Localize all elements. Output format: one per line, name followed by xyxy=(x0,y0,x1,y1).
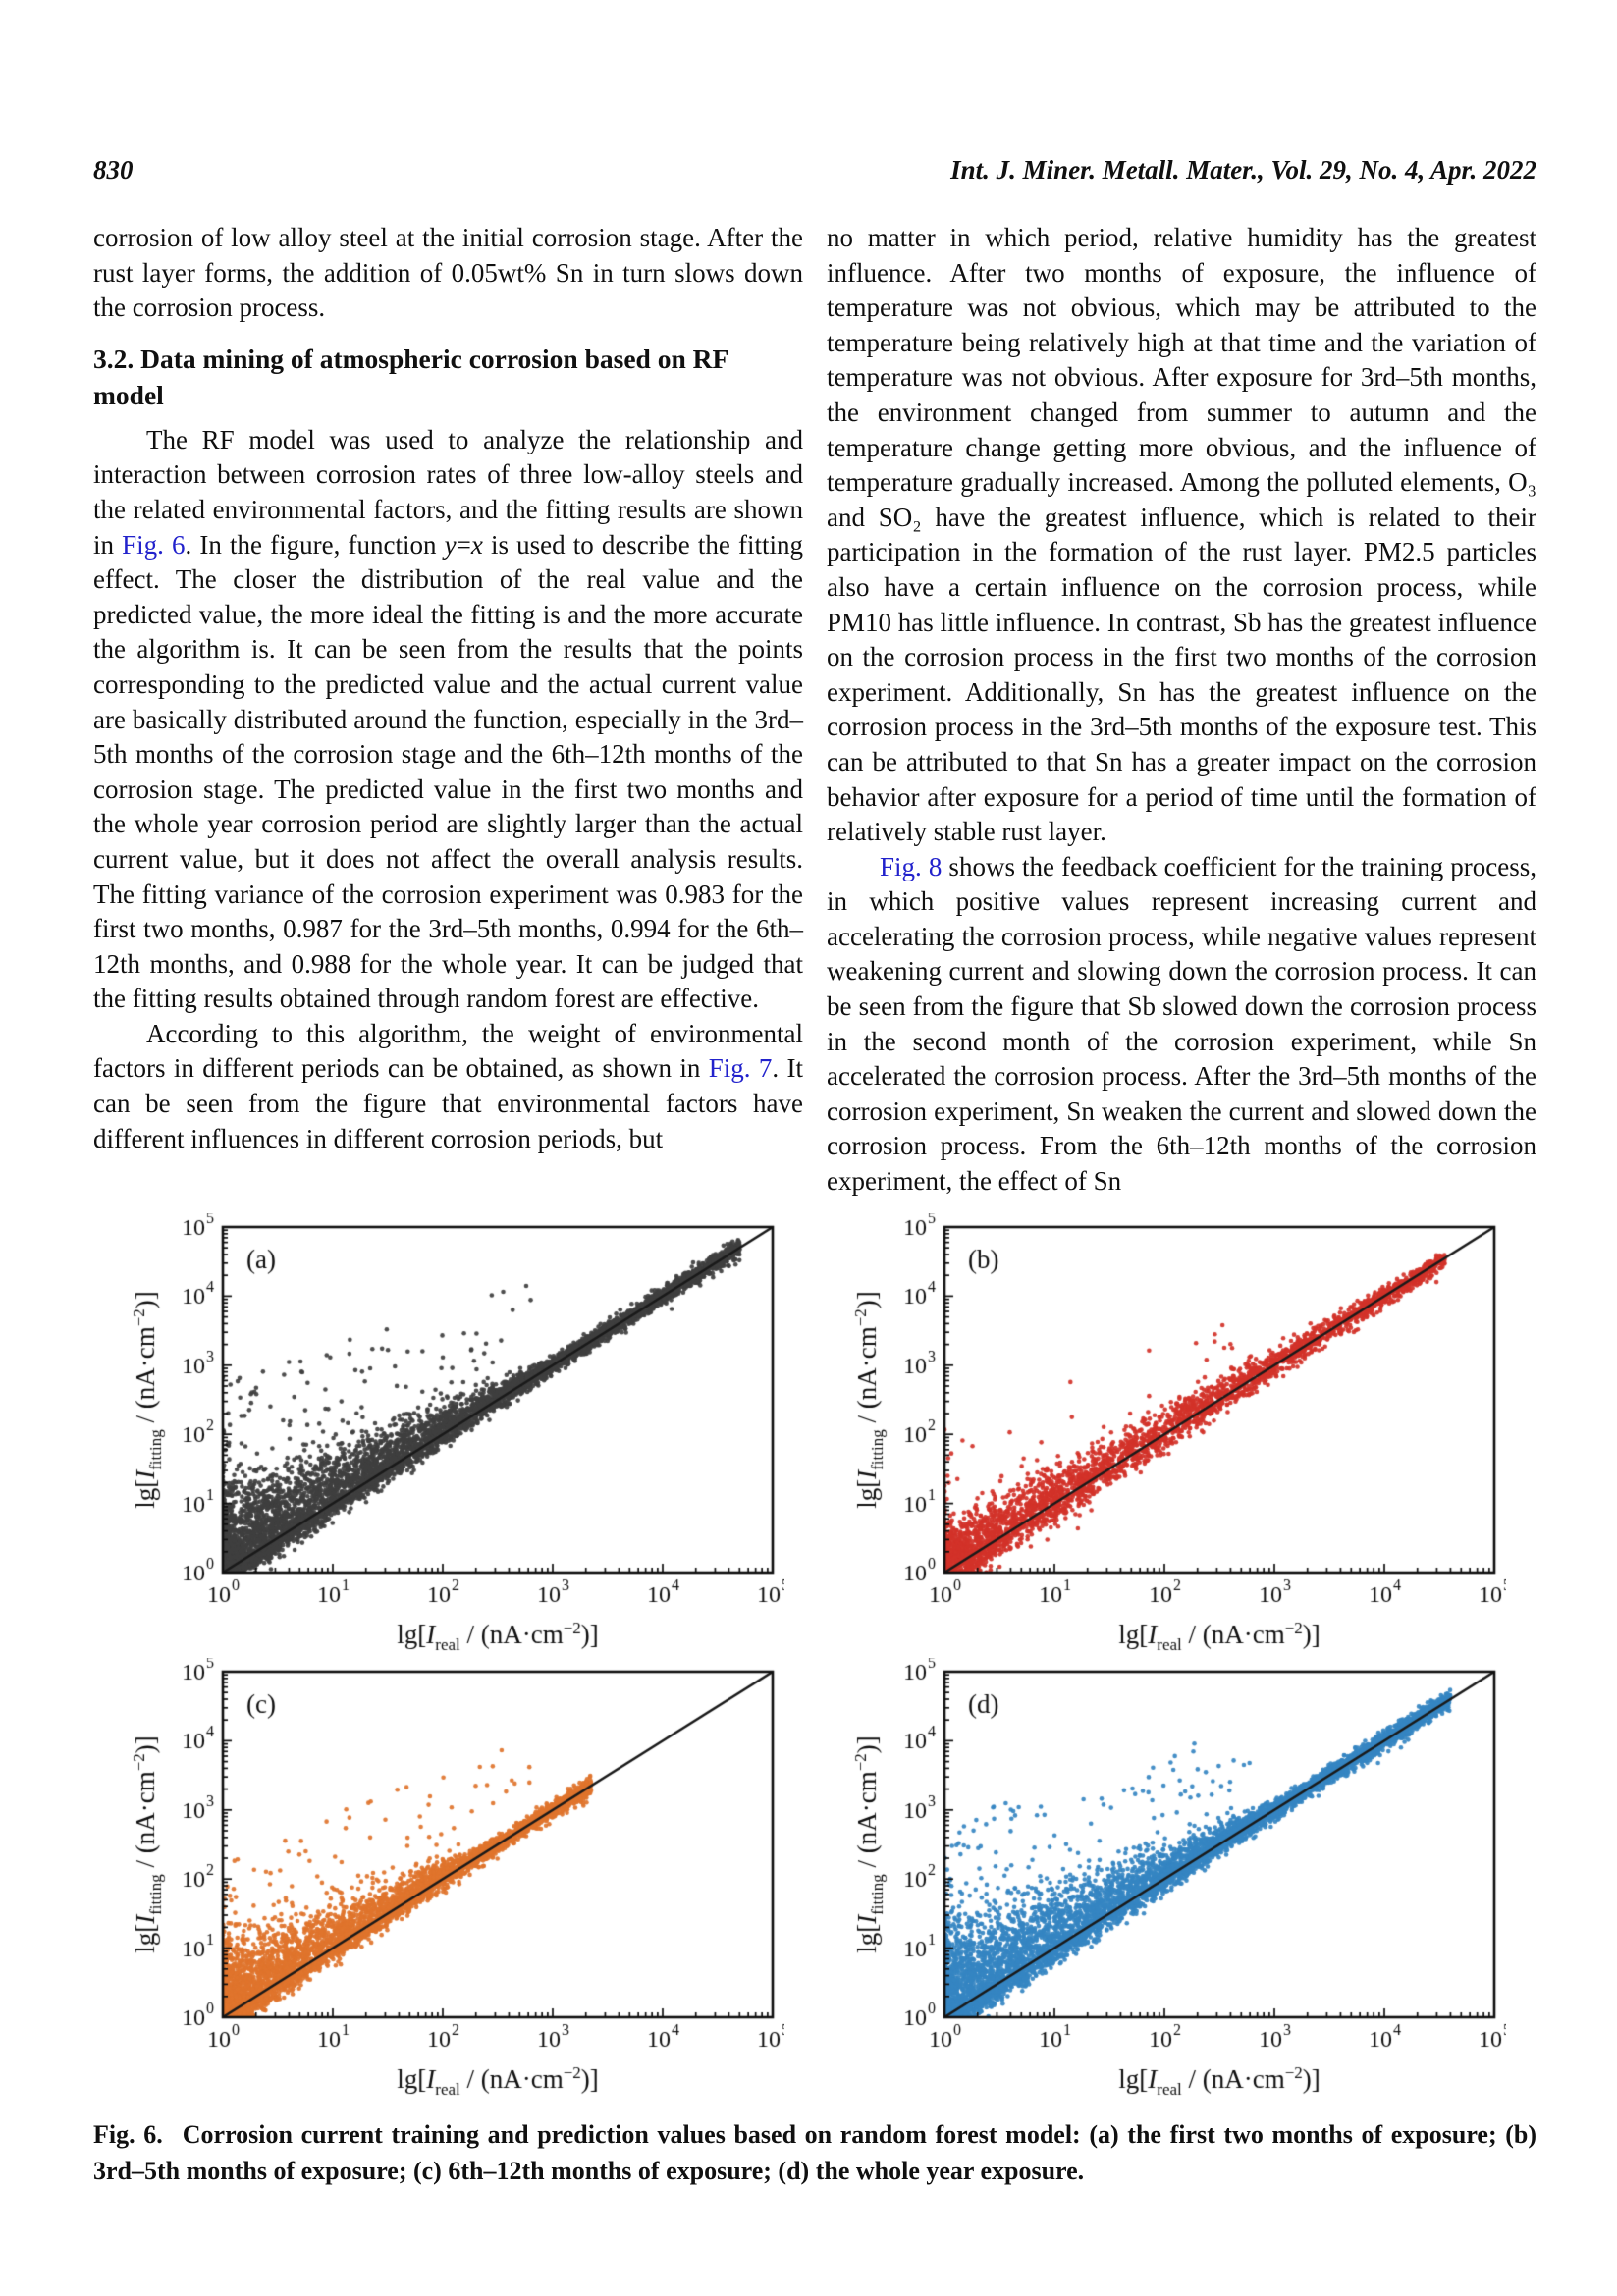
text-columns xyxy=(93,221,1536,1200)
figure-6 xyxy=(93,1213,1536,2097)
subplot-b-scatter-canvas xyxy=(846,1213,1506,1652)
text-run: shows the feedback coefficient for the training process, in which positive values represent increasing current and accelerating the corrosion process, while negative values represent weakening current and slowing down the corrosion process. It can be seen from the figure that Sb slowed down the corrosion process in the second month of the corrosion experiment, while Sn accelerated the corrosion process. After the 3rd–5th months of the corrosion experiment, Sn weaken the current and slowed down the corrosion process. From the 6th–12th months of the corrosion experiment, the effect of Sn xyxy=(827,851,1537,1197)
figure-reference-link[interactable]: Fig. 7 xyxy=(708,1053,773,1084)
paragraph-continuation: no matter in which period, relative humidity has the greatest influence. After two months of exposure, the influence of temperature was not obvious, which may be attributed to the temperature being relatively high at that time and the variation of temperature was not obvious. After exposure for 3rd–5th months, the environment changed from summer to autumn and the temperature change getting more obvious, and the influence of temperature gradually increased. Among the polluted elements, O₃ and SO₂ have the greatest influence, which is related to their participation in the formation of the rust layer. PM2.5 particles also have a certain influence on the corrosion process, while PM10 has little influence. In contrast, Sb has the greatest influence on the corrosion process in the first two months of the corrosion experiment. Additionally, Sn has the greatest influence on the corrosion process in the 3rd–5th months of the exposure test. This can be attributed to that Sn has a greater impact on the corrosion behavior after exposure for a period of time until the formation of relatively stable rust layer. xyxy=(827,223,1536,847)
paragraph xyxy=(93,1017,803,1156)
text-run: = xyxy=(456,529,471,560)
figure-caption-label: Fig. 6. xyxy=(93,2119,163,2149)
subplot-d xyxy=(846,1658,1506,2097)
figure-caption xyxy=(93,2116,1536,2189)
subplot-d-scatter-canvas xyxy=(846,1658,1506,2097)
page-header xyxy=(93,155,1536,186)
paragraph-continuation: corrosion of low alloy steel at the initial corrosion stage. After the rust layer forms, the addition of 0.05wt% Sn in turn slows down the corrosion process. xyxy=(93,223,803,323)
math-variable: y xyxy=(444,529,457,560)
text-run: . In the figure, function xyxy=(185,529,445,560)
subplot-c-scatter-canvas xyxy=(125,1658,784,2097)
figure-caption-text: Corrosion current training and prediction values based on random forest model: (a) the first two months of exposure; (b) 3rd–5th months of exposure; (c) 6th–12th months of exposure; (d) the whole year exposure. xyxy=(93,2119,1537,2185)
subplot-c xyxy=(125,1658,784,2097)
page-number: 830 xyxy=(93,155,134,185)
page-content xyxy=(93,155,1536,2215)
subplot-a xyxy=(125,1213,784,1652)
right-column xyxy=(827,221,1536,1200)
text-run: The RF model was used to analyze the relationship and interaction between corrosion rates of three low-alloy steels and the related environmental factors, and the fitting results are shown in xyxy=(93,424,803,560)
paragraph xyxy=(93,423,803,1017)
math-variable: x xyxy=(470,529,483,560)
text-run: is used to describe the fitting effect. The closer the distribution of the real value and the predicted value, the more ideal the fitting is and the more accurate the algorithm is. It can be seen from the results that the points corresponding to the predicted value and the actual current value are basically distributed around the function, especially in the 3rd–5th months of the corrosion stage and the 6th–12th months of the corrosion stage. The predicted value in the first two months and the whole year corrosion period are slightly larger than the actual current value, but it does not affect the overall analysis results. The fitting variance of the corrosion experiment was 0.983 for the first two months, 0.987 for the 3rd–5th months, 0.994 for the 6th–12th months, and 0.988 for the whole year. It can be judged that the fitting results obtained through random forest are effective. xyxy=(93,529,803,1014)
text-run: According to this algorithm, the weight of environmental factors in different periods can be obtained, as shown in xyxy=(93,1018,803,1084)
figure-reference-link[interactable]: Fig. 6 xyxy=(122,529,186,560)
text-run: . It can be seen from the figure that environmental factors have different influences in different corrosion periods, but xyxy=(93,1053,803,1153)
subplot-b xyxy=(846,1213,1506,1652)
subplot-a-scatter-canvas xyxy=(125,1213,784,1652)
left-column xyxy=(93,221,803,1200)
journal-title: Int. J. Miner. Metall. Mater., Vol. 29, No. 4, Apr. 2022 xyxy=(950,155,1536,185)
figure-reference-link[interactable]: Fig. 8 xyxy=(880,851,943,881)
paragraph xyxy=(827,850,1536,1200)
section-heading: 3.2. Data mining of atmospheric corrosion based on RF model xyxy=(93,343,728,410)
